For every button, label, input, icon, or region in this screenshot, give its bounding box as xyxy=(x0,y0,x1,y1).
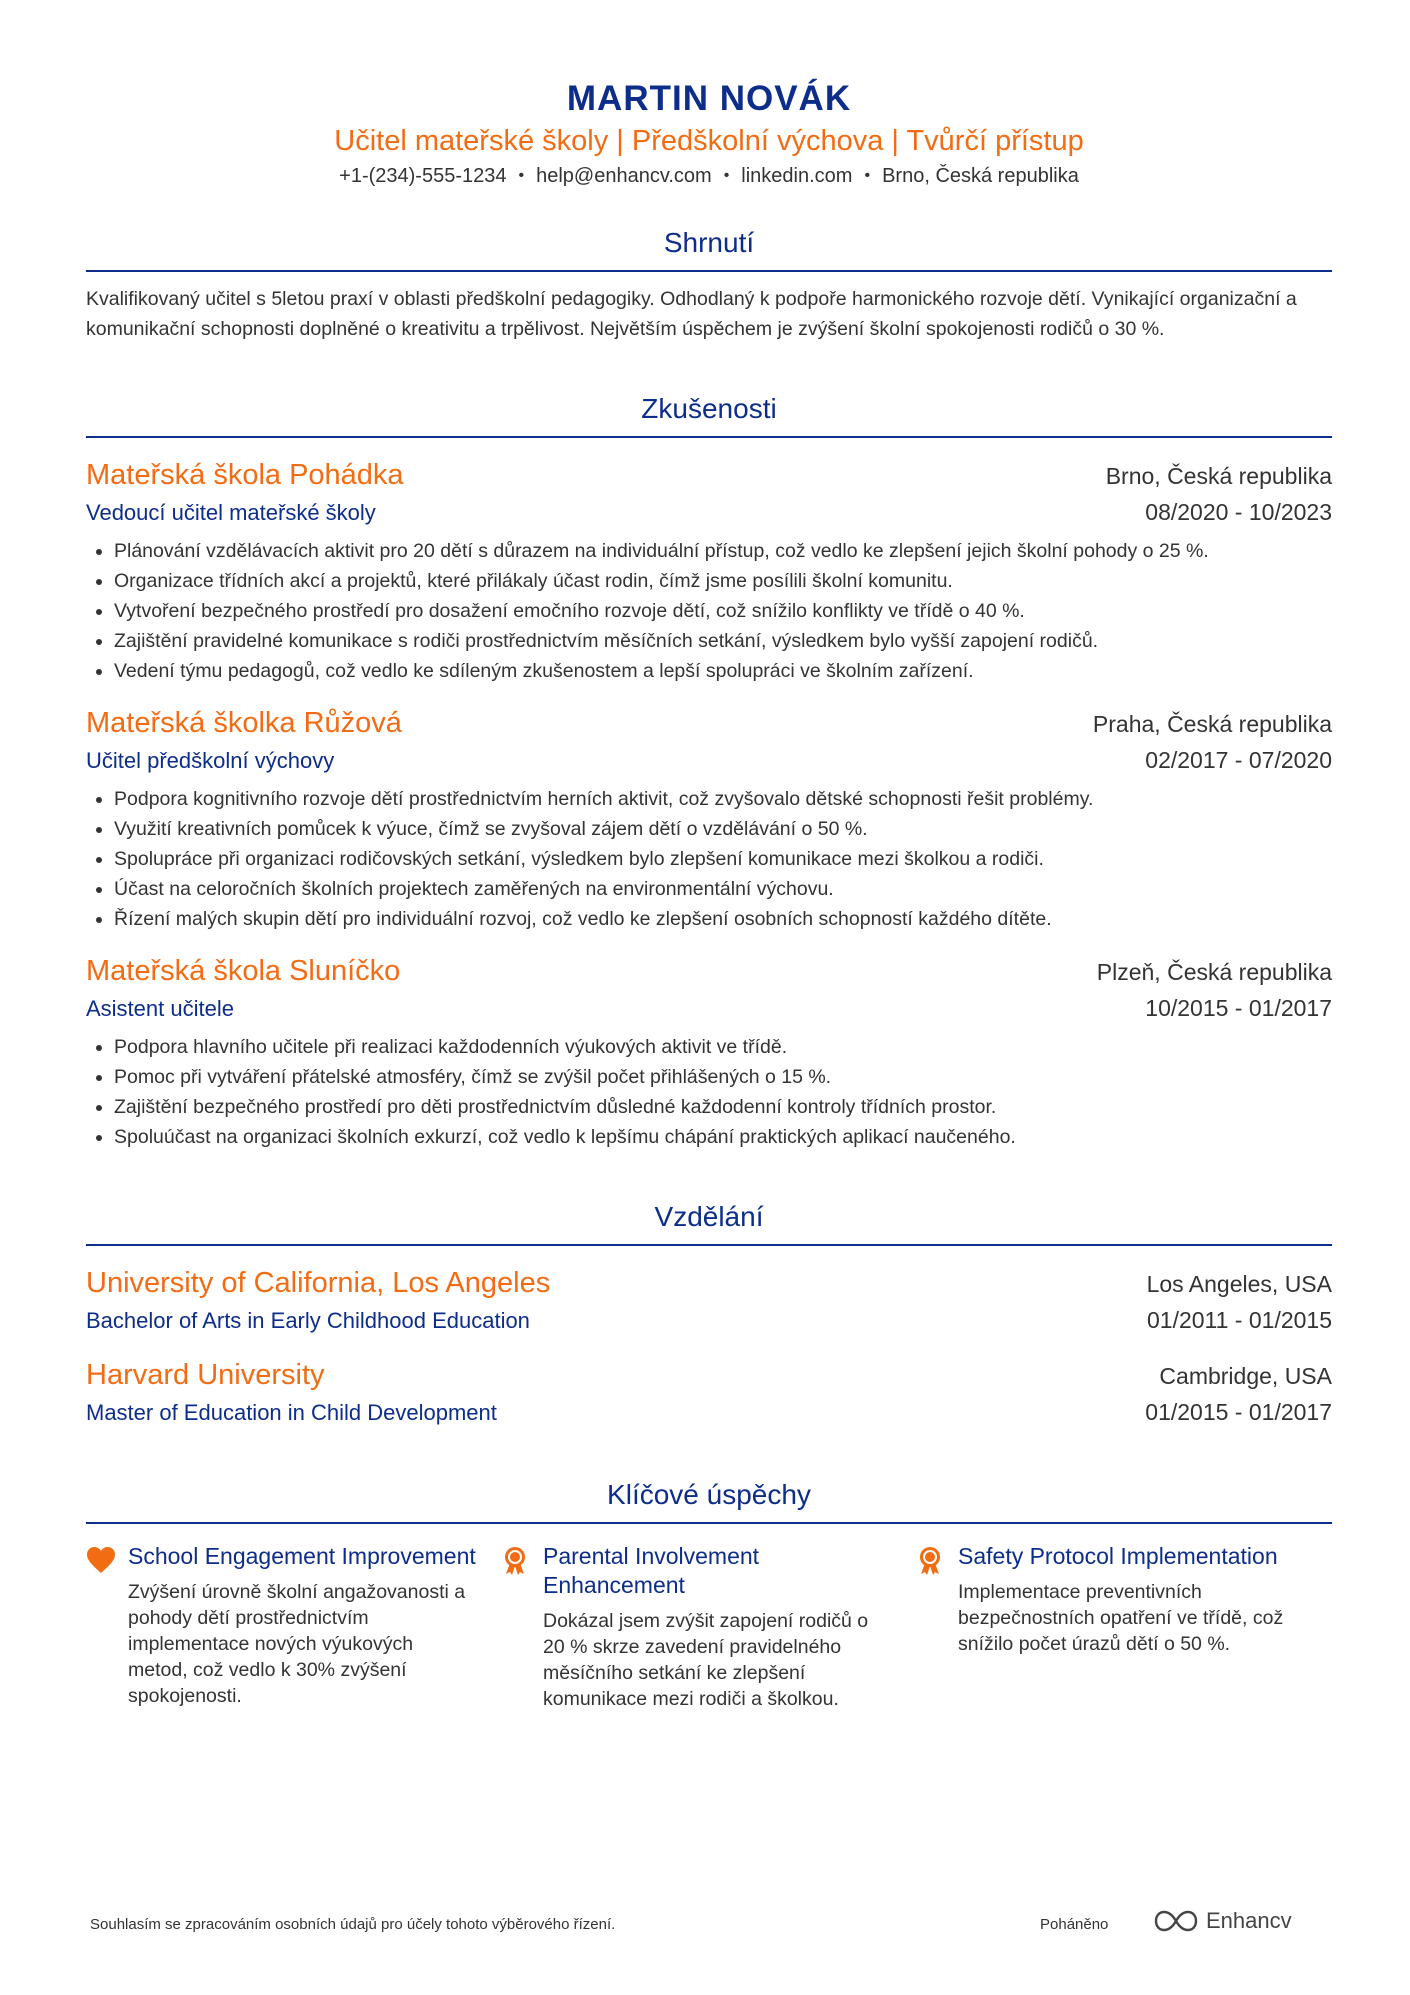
bullet-item: • Využití kreativních pomůcek k výuce, čímž se zvyšoval zájem dětí o vzdělávání o 50 %. xyxy=(114,814,1332,844)
school-location: Cambridge, USA xyxy=(1159,1363,1332,1389)
bullet-item: • Plánování vzdělávacích aktivit pro 20 dětí s důrazem na individuální přístup, což vedlo ke zlepšení jejich školní pohody o 25 %. xyxy=(114,536,1332,566)
experience-entry xyxy=(86,952,1332,1152)
separator: • xyxy=(518,167,525,184)
location: Brno, Česká republika xyxy=(882,165,1079,187)
award-icon xyxy=(501,1542,543,1712)
job-location: Plzeň, Česká republika xyxy=(1096,959,1332,985)
job-location: Brno, Česká republika xyxy=(1105,463,1332,489)
achievement-description: Implementace preventivních bezpečnostních opatření ve třídě, což snížilo počet úrazů dětí o 50 %. xyxy=(958,1581,1284,1655)
education-entry xyxy=(86,1264,1332,1338)
achievement-title: School Engagement Improvement xyxy=(128,1543,476,1569)
achievement-title: Parental Involvement Enhancement xyxy=(543,1543,760,1598)
headline: Učitel mateřské školy | Předškolní výchova | Tvůrčí přístup xyxy=(334,125,1084,157)
brand-name: Enhancv xyxy=(1206,1908,1292,1933)
heart-icon xyxy=(86,1542,128,1712)
bullet-item: • Vedení týmu pedagogů, což vedlo ke sdíleným zkušenostem a lepší spolupráci ve školním zařízení. xyxy=(114,656,1332,686)
bullet-item: • Zajištění pravidelné komunikace s rodiči prostřednictvím měsíčních setkání, výsledkem bylo vyšší zapojení rodičů. xyxy=(114,626,1332,656)
section-title-education: Vzdělání xyxy=(86,1200,1332,1246)
bullet-list xyxy=(86,784,1332,934)
company-name: Mateřská školka Růžová xyxy=(86,707,402,739)
company-name: Mateřská škola Sluníčko xyxy=(86,955,401,987)
experience-entry xyxy=(86,704,1332,934)
bullet-item: • Vytvoření bezpečného prostředí pro dosažení emočního rozvoje dětí, což snížilo konflikty ve třídě o 40 %. xyxy=(114,596,1332,626)
education-section xyxy=(86,1200,1332,1430)
experience-section xyxy=(86,392,1332,1152)
separator: • xyxy=(723,167,730,184)
experience-entry xyxy=(86,456,1332,686)
resume-page xyxy=(86,0,1332,1712)
bullet-item: • Řízení malých skupin dětí pro individuální rozvoj, což vedlo ke zlepšení osobních schopností každého dítěte. xyxy=(114,904,1332,934)
achievement-description: Zvýšení úrovně školní angažovanosti a pohody dětí prostřednictvím implementace nových výukových metod, což vedlo k 30% zvýšení spokojenosti. xyxy=(128,1581,466,1707)
infinity-logo-icon xyxy=(1154,1909,1198,1933)
achievements-grid xyxy=(86,1542,1332,1712)
achievement-item xyxy=(86,1542,501,1712)
school-location: Los Angeles, USA xyxy=(1146,1271,1332,1297)
section-title-summary: Shrnutí xyxy=(86,226,1332,272)
bullet-item: • Podpora hlavního učitele při realizaci každodenních výukových aktivit ve třídě. xyxy=(114,1032,1332,1062)
degree: Bachelor of Arts in Early Childhood Education xyxy=(86,1308,530,1333)
company-name: Mateřská škola Pohádka xyxy=(86,459,404,491)
education-dates: 01/2015 - 01/2017 xyxy=(1145,1399,1332,1425)
job-dates: 08/2020 - 10/2023 xyxy=(1145,499,1332,525)
summary-text: Kvalifikovaný učitel s 5letou praxí v oblasti předškolní pedagogiky. Odhodlaný k podpoře harmonického rozvoje dětí. Vynikající organizační a komunikační schopnosti doplněné o kreativitu a trpělivost. Největším úspěchem je zvýšení školní spokojenosti rodičů o 30 %. xyxy=(86,288,1297,340)
achievements-section xyxy=(86,1478,1332,1712)
education-entry xyxy=(86,1356,1332,1430)
job-title: Vedoucí učitel mateřské školy xyxy=(86,500,376,525)
job-location: Praha, Česká republika xyxy=(1092,711,1332,737)
enhancv-logo[interactable] xyxy=(1154,1908,1292,1934)
job-dates: 02/2017 - 07/2020 xyxy=(1145,747,1332,773)
bullet-item: • Spolupráce při organizaci rodičovských setkání, výsledkem bylo zlepšení komunikace mezi školkou a rodiči. xyxy=(114,844,1332,874)
award-icon xyxy=(916,1542,958,1712)
powered-by-label: Poháněno xyxy=(1040,1916,1109,1933)
degree: Master of Education in Child Development xyxy=(86,1400,497,1425)
education-dates: 01/2011 - 01/2015 xyxy=(1146,1307,1332,1333)
bullet-item: • Pomoc při vytváření přátelské atmosféry, čímž se zvýšil počet přihlášených o 15 %. xyxy=(114,1062,1332,1092)
separator: • xyxy=(864,167,871,184)
section-title-experience: Zkušenosti xyxy=(86,392,1332,438)
job-title: Asistent učitele xyxy=(86,996,234,1021)
consent-text: Souhlasím se zpracováním osobních údajů pro účely tohoto výběrového řízení. xyxy=(90,1916,616,1933)
school-name: University of California, Los Angeles xyxy=(86,1267,551,1299)
bullet-item: • Účast na celoročních školních projektech zaměřených na environmentální výchovu. xyxy=(114,874,1332,904)
achievement-title: Safety Protocol Implementation xyxy=(958,1543,1278,1569)
bullet-item: • Zajištění bezpečného prostředí pro děti prostřednictvím důsledné každodenní kontroly třídních prostor. xyxy=(114,1092,1332,1122)
bullet-list xyxy=(86,536,1332,686)
page-footer xyxy=(90,1910,1320,1940)
resume-header xyxy=(86,0,1332,190)
bullet-item: • Organizace třídních akcí a projektů, které přilákaly účast rodin, čímž jsme posílili školní komunitu. xyxy=(114,566,1332,596)
bullet-list xyxy=(86,1032,1332,1152)
section-title-achievements: Klíčové úspěchy xyxy=(86,1478,1332,1524)
candidate-name: MARTIN NOVÁK xyxy=(566,79,852,118)
job-dates: 10/2015 - 01/2017 xyxy=(1145,995,1332,1021)
achievement-item xyxy=(916,1542,1331,1712)
phone: +1-(234)-555-1234 xyxy=(339,165,507,187)
achievement-item xyxy=(501,1542,916,1712)
contact-line xyxy=(86,162,1332,190)
achievement-description: Dokázal jsem zvýšit zapojení rodičů o 20 % skrze zavedení pravidelného měsíčního setkání ke zlepšení komunikace mezi rodiči a školkou. xyxy=(543,1610,869,1710)
bullet-item: • Spoluúčast na organizaci školních exkurzí, což vedlo k lepšímu chápání praktických aplikací naučeného. xyxy=(114,1122,1332,1152)
job-title: Učitel předškolní výchovy xyxy=(86,748,335,773)
linkedin-link[interactable]: linkedin.com xyxy=(741,165,853,187)
bullet-item: • Podpora kognitivního rozvoje dětí prostřednictvím herních aktivit, což zvyšovalo dětské schopnosti řešit problémy. xyxy=(114,784,1332,814)
school-name: Harvard University xyxy=(86,1359,325,1391)
email-link[interactable]: help@enhancv.com xyxy=(536,165,712,187)
